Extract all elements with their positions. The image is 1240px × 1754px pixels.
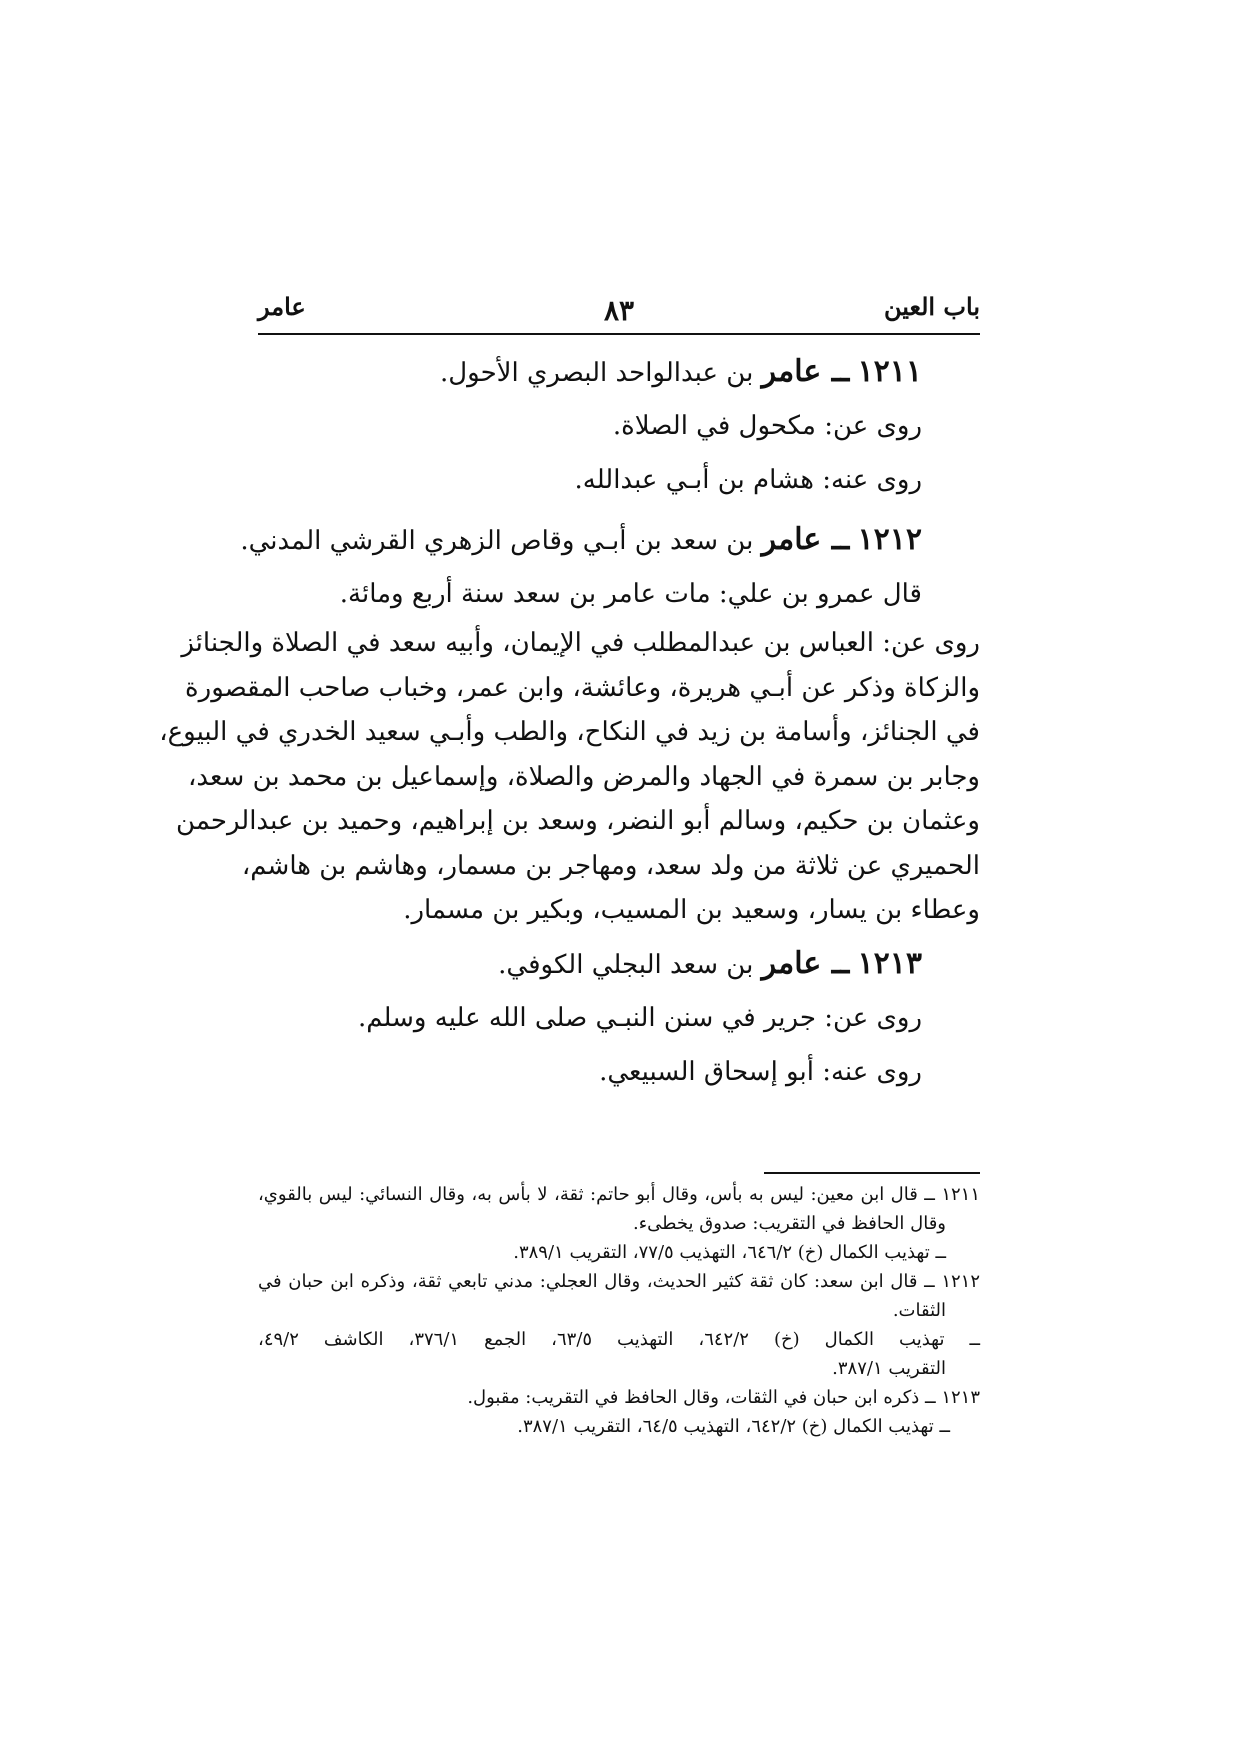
- paragraph-line: وعطاء بن يسار، وسعيد بن المسيب، وبكير بن مسمار.: [403, 895, 980, 925]
- section-keyword: عامر: [258, 292, 306, 321]
- footnote-divider: [764, 1172, 980, 1174]
- entry-heading: ١٢١١ ــ عامر بن عبدالواحد البصري الأحول.: [440, 354, 922, 389]
- entry-name: عامر: [761, 522, 822, 557]
- narrators-paragraph: [159, 621, 980, 933]
- entry-name: عامر: [761, 354, 822, 389]
- paragraph-line: في الجنائز، وأسامة بن زيد في النكاح، والطب وأبـي سعيد الخدري في البيوع،: [159, 717, 980, 747]
- entry-number: ١٢١١: [857, 354, 922, 389]
- entry-number: ١٢١٣: [857, 945, 922, 981]
- footnote-line: ١٢١١ ــ قال ابن معين: ليس به بأس، وقال أبو حاتم: ثقة، لا بأس به، وقال النسائي: ليس بالقوي،: [258, 1184, 980, 1205]
- footnote-line: ــ تهذيب الكمال (خ) ٦٤٢/٢، التهذيب ٦٤/٥، التقريب ٣٨٧/١.: [517, 1416, 950, 1437]
- footnote-line: ــ تهذيب الكمال (خ) ٦٤٦/٢، التهذيب ٧٧/٥، التقريب ٣٨٩/١.: [513, 1242, 946, 1263]
- header-divider: [258, 333, 980, 335]
- footnote-line: ١٢١٣ ــ ذكره ابن حبان في الثقات، وقال الحافظ في التقريب: مقبول.: [467, 1387, 980, 1408]
- entry-description: بن عبدالواحد البصري الأحول.: [440, 358, 754, 388]
- footnote-line: التقريب ٣٨٧/١.: [832, 1358, 946, 1379]
- entry-line: روى عنه: أبو إسحاق السبيعي.: [599, 1056, 922, 1087]
- entry-heading: ١٢١٣ ــ عامر بن سعد البجلي الكوفي.: [498, 945, 922, 981]
- chapter-title: باب العين: [883, 292, 980, 321]
- main-text: [159, 345, 980, 1099]
- paragraph-line: الحميري عن ثلاثة من ولد سعد، ومهاجر بن مسمار، وهاشم بن هاشم،: [241, 850, 980, 881]
- paragraph-line: وجابر بن سمرة في الجهاد والمرض والصلاة، وإسماعيل بن محمد بن سعد،: [187, 761, 980, 792]
- entry-line: روى عنه: هشام بن أبـي عبدالله.: [574, 465, 922, 495]
- footnote-line: الثقات.: [892, 1300, 946, 1321]
- entry-heading: ١٢١٢ ــ عامر بن سعد بن أبـي وقاص الزهري القرشي المدني.: [240, 522, 922, 557]
- footnote-line: وقال الحافظ في التقريب: صدوق يخطىء.: [632, 1213, 946, 1234]
- paragraph-line: روى عن: العباس بن عبدالمطلب في الإيمان، وأبيه سعد في الصلاة والجنائز: [181, 628, 980, 658]
- paragraph-line: وعثمان بن حكيم، وسالم أبو النضر، وسعد بن إبراهيم، وحميد بن عبدالرحمن: [176, 806, 980, 836]
- entry-description: بن سعد البجلي الكوفي.: [498, 949, 754, 980]
- entry-line: روى عن: جرير في سنن النبـي صلى الله عليه وسلم.: [357, 1002, 922, 1033]
- entry-line: قال عمرو بن علي: مات عامر بن سعد سنة أربع ومائة.: [339, 579, 922, 609]
- entry-description: بن سعد بن أبـي وقاص الزهري القرشي المدني.: [240, 526, 754, 556]
- footnote-line: ١٢١٢ ــ قال ابن سعد: كان ثقة كثير الحديث، وقال العجلي: مدني تابعي ثقة، وذكره ابن حبان في: [258, 1271, 980, 1292]
- entry-number: ١٢١٢: [857, 522, 922, 557]
- footnotes: [258, 1180, 980, 1441]
- entry-name: عامر: [761, 945, 822, 981]
- page-number: ٨٣: [603, 294, 635, 327]
- entry-line: روى عن: مكحول في الصلاة.: [612, 411, 922, 441]
- paragraph-line: والزكاة وذكر عن أبـي هريرة، وعائشة، وابن عمر، وخباب صاحب المقصورة: [185, 672, 980, 703]
- footnote-line: ــ تهذيب الكمال (خ) ٦٤٢/٢، التهذيب ٦٣/٥، الجمع ٣٧٦/١، الكاشف ٤٩/٢،: [258, 1329, 981, 1350]
- running-header: [258, 292, 980, 332]
